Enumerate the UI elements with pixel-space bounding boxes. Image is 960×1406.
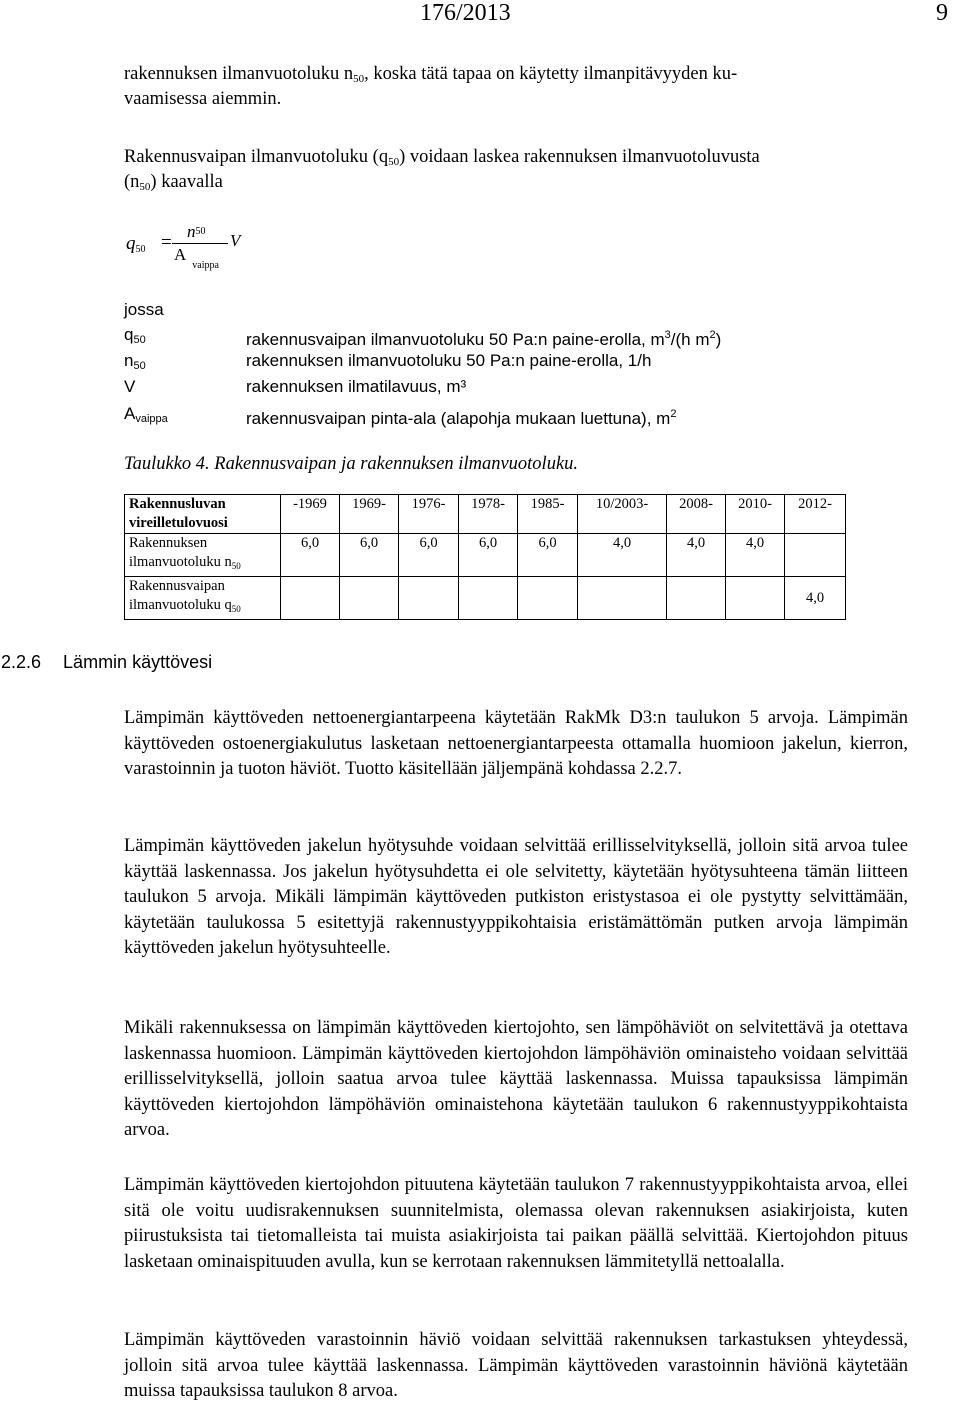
n50-cell: 6,0 bbox=[459, 534, 518, 577]
table-caption: Taulukko 4. Rakennusvaipan ja rakennuksen ilmanvuotoluku. bbox=[124, 454, 579, 474]
section-heading bbox=[1, 650, 212, 674]
year-cell: 2012- bbox=[785, 495, 846, 534]
year-cell: 2010- bbox=[726, 495, 785, 534]
formula-numerator: $n_{50}$ bbox=[187, 222, 206, 241]
document-number: 176/2013 bbox=[420, 0, 511, 26]
q50-cell bbox=[726, 577, 785, 620]
q50-cell bbox=[399, 577, 459, 620]
legend-desc-v: rakennuksen ilmatilavuus, m³ bbox=[246, 377, 467, 396]
n50-cell: 4,0 bbox=[726, 534, 785, 577]
n50-cell bbox=[785, 534, 846, 577]
legend-symbol-n50: $n_{50}$ bbox=[124, 351, 146, 372]
legend-desc-a: rakennusvaipan pinta-ala (alapohja mukaan luettuna), $m^2$ bbox=[246, 408, 677, 428]
formula-volume: V bbox=[230, 231, 241, 250]
fraction-bar bbox=[172, 243, 228, 244]
table-row bbox=[125, 577, 846, 620]
body-paragraph: Lämpimän käyttöveden varastoinnin häviö voidaan selvittää rakennuksen tarkastuksen yhteydessä, jolloin sitä arvoa tulee käyttää laskennassa. Lämpimän käyttöveden varastoinnin häviönä käytetään muissa tapauksissa taulukon 8 arvoa. bbox=[124, 1330, 908, 1402]
section-title: Lämmin käyttövesi bbox=[63, 652, 213, 672]
year-cell: -1969 bbox=[281, 495, 340, 534]
q50-cell bbox=[518, 577, 578, 620]
intro-para-2-line-2: $(n_{50})$ kaavalla bbox=[124, 172, 223, 193]
n50-cell: 6,0 bbox=[281, 534, 340, 577]
row-label-year: Rakennusluvan vireilletulovuosi bbox=[125, 495, 281, 534]
legend-symbol-q50: $q_{50}$ bbox=[124, 325, 146, 346]
legend-symbol-a: $A_{vaippa}$ bbox=[124, 404, 168, 425]
year-cell: 10/2003- bbox=[578, 495, 667, 534]
legend-symbol-v: V bbox=[124, 377, 136, 396]
year-cell: 1985- bbox=[518, 495, 578, 534]
formula-denominator: $A_{vaippa}$ bbox=[174, 245, 219, 271]
intro-para-2-line-1: Rakennusvaipan ilmanvuotoluku $(q_{50})$ voidaan laskea rakennuksen ilmanvuotoluvusta bbox=[124, 147, 760, 168]
year-cell: 1978- bbox=[459, 495, 518, 534]
q50-cell bbox=[340, 577, 399, 620]
year-cell: 1969- bbox=[340, 495, 399, 534]
n50-cell: 6,0 bbox=[340, 534, 399, 577]
n50-cell: 4,0 bbox=[578, 534, 667, 577]
section-number: 2.2.6 bbox=[1, 652, 42, 672]
formula bbox=[124, 222, 264, 272]
legend-desc-q50: rakennusvaipan ilmanvuotoluku 50 Pa:n paine-erolla, $m^3/(h$ $m^2$) bbox=[246, 329, 722, 349]
body-paragraph: Lämpimän käyttöveden nettoenergiantarpeena käytetään RakMk D3:n taulukon 5 arvoja. Lämpimän käyttöveden ostoenergiakulutus lasketaan nettoenergiantarpeesta ottamalla huomioon jakelun, kierron, varastoinnin ja tuoton häviöt. Tuotto käsitellään jäljempänä kohdassa 2.2.7. bbox=[124, 708, 908, 780]
n50-cell: 4,0 bbox=[667, 534, 726, 577]
year-cell: 1976- bbox=[399, 495, 459, 534]
formula-equals: = bbox=[161, 232, 172, 253]
formula-lhs: $q_{50}$ bbox=[126, 233, 146, 255]
intro-line-2: vaamisessa aiemmin. bbox=[124, 89, 282, 109]
page-number: 9 bbox=[936, 0, 948, 26]
intro-line-1: rakennuksen ilmanvuotoluku $n_{50}$, koska tätä tapaa on käytetty ilmanpitävyyden ku- bbox=[124, 64, 738, 85]
n50-cell: 6,0 bbox=[399, 534, 459, 577]
row-label-q50: Rakennusvaipan ilmanvuotoluku $q_{50}$ bbox=[125, 577, 281, 620]
q50-cell bbox=[578, 577, 667, 620]
n50-cell: 6,0 bbox=[518, 534, 578, 577]
legend-intro: jossa bbox=[124, 300, 164, 319]
body-paragraph: Lämpimän käyttöveden kiertojohdon pituutena käytetään taulukon 7 rakennustyyppikohtaista arvoa, ellei sitä ole voitu uudisrakennuksen suunnitelmista, olemassa olevan rakennuksen asiakirjoista, kuten piirustuksista tai tietomalleista tai muista asiakirjoista tai paikan päällä selvittää. Kiertojohdon pituus lasketaan ominaispituuden avulla, kun se kerrotaan rakennuksen lämmitetyllä nettoalalla. bbox=[124, 1175, 908, 1272]
q50-cell: 4,0 bbox=[785, 577, 846, 620]
row-label-n50: Rakennuksen ilmanvuotoluku $n_{50}$ bbox=[125, 534, 281, 577]
table-row bbox=[125, 495, 846, 534]
airtightness-table bbox=[124, 494, 846, 620]
q50-cell bbox=[667, 577, 726, 620]
q50-cell bbox=[459, 577, 518, 620]
year-cell: 2008- bbox=[667, 495, 726, 534]
body-paragraph: Mikäli rakennuksessa on lämpimän käyttöveden kiertojohto, sen lämpöhäviöt on selvitettävä ja otettava laskennassa huomioon. Lämpimän käyttöveden kiertojohdon lämpöhäviön ominaisteho voidaan selvittää erillisselvityksellä, jolloin saatua arvoa tulee käyttää laskennassa. Muissa tapauksissa lämpimän käyttöveden kiertojohdon lämpöhäviön ominaistehona käytetään taulukon 6 rakennustyyppikohtaista arvoa. bbox=[124, 1018, 908, 1141]
q50-cell bbox=[281, 577, 340, 620]
body-paragraph: Lämpimän käyttöveden jakelun hyötysuhde voidaan selvittää erillisselvityksellä, jolloin sitä arvoa tulee käyttää laskennassa. Jos jakelun hyötysuhdetta ei ole selvitetty, käytetään hyötysuhteena tämän liitteen taulukon 5 arvoja. Mikäli lämpimän käyttöveden putkiston eristystasoa ei ole pystytty selvittämään, käytetään taulukossa 5 esitettyjä rakennustyyppikohtaisia eristämättömän putken arvoja lämpimän käyttöveden jakelun hyötysuhteelle. bbox=[124, 836, 908, 959]
legend-desc-n50: rakennuksen ilmanvuotoluku 50 Pa:n paine-erolla, 1/h bbox=[246, 351, 652, 370]
table-row bbox=[125, 534, 846, 577]
